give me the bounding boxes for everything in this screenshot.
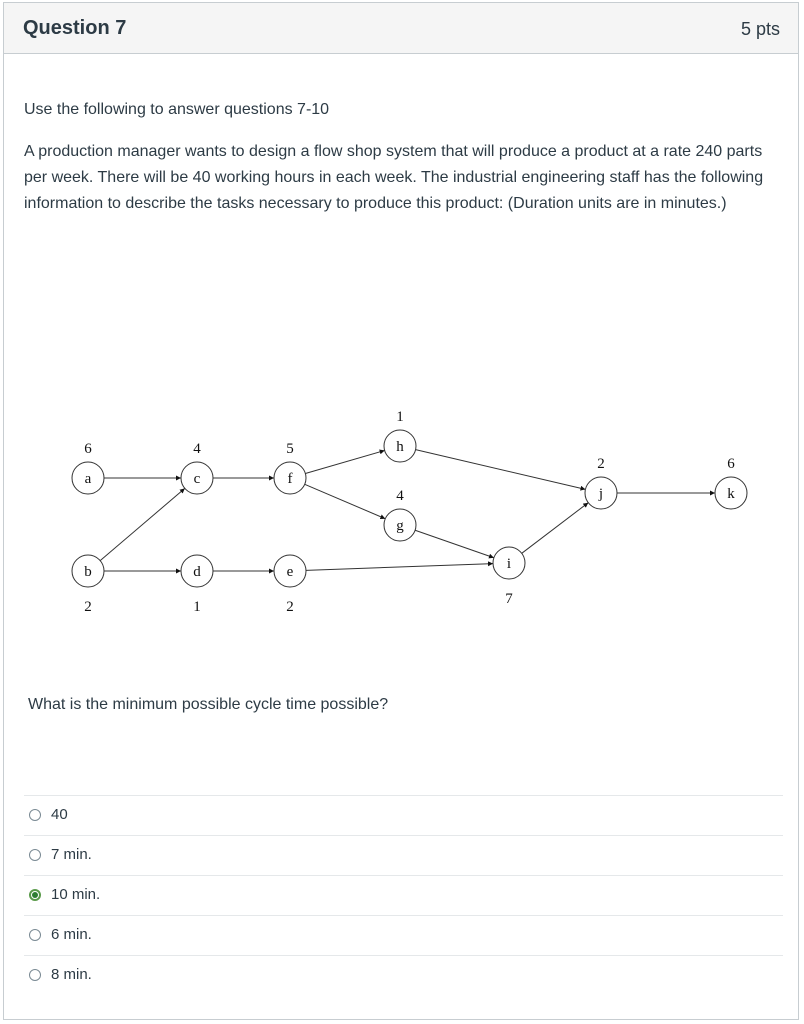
question-card: [3, 2, 799, 1020]
radio-button[interactable]: [29, 849, 41, 861]
precedence-arrow: [305, 450, 384, 473]
task-label: e: [286, 564, 294, 580]
question-intro: Use the following to answer questions 7-10: [24, 101, 330, 118]
question-points: 5 pts: [740, 19, 780, 39]
answer-label: 40: [51, 806, 68, 823]
answer-option[interactable]: [24, 875, 783, 915]
task-label: c: [193, 471, 201, 487]
answer-label: 10 min.: [51, 886, 101, 903]
task-duration: 2: [84, 599, 92, 615]
task-label: g: [396, 518, 404, 534]
question-header: [4, 3, 798, 54]
task-duration: 7: [505, 591, 513, 607]
question-prompt: What is the minimum possible cycle time possible?: [28, 696, 389, 713]
task-duration: 2: [286, 599, 294, 615]
task-duration: 6: [84, 441, 92, 457]
question-title: Question 7: [23, 17, 127, 39]
answer-label: 6 min.: [51, 926, 92, 943]
task-label: h: [396, 439, 404, 455]
task-label: i: [506, 556, 512, 572]
answer-label: 7 min.: [51, 846, 92, 863]
task-duration: 1: [193, 599, 201, 615]
task-label: f: [287, 471, 293, 487]
precedence-arrow: [305, 484, 386, 518]
task-duration: 6: [727, 456, 735, 472]
answer-list: [24, 795, 783, 995]
task-label: k: [727, 486, 735, 502]
task-label: a: [84, 471, 92, 487]
task-duration: 4: [396, 488, 404, 504]
task-duration: 5: [286, 441, 294, 457]
task-duration: 2: [597, 456, 605, 472]
precedence-diagram: [4, 401, 800, 616]
radio-button[interactable]: [29, 969, 41, 981]
task-label: j: [598, 486, 604, 502]
task-label: b: [84, 564, 92, 580]
precedence-arrow: [416, 450, 586, 490]
radio-button[interactable]: [29, 809, 41, 821]
precedence-arrow: [415, 530, 494, 557]
task-label: d: [193, 564, 201, 580]
precedence-arrow: [306, 564, 493, 571]
precedence-arrow: [522, 503, 589, 554]
question-description: A production manager wants to design a flow shop system that will produce a product at a rate 240 parts per week. There will be 40 working hours in each week. The industrial engineering staff has the following information to describe the tasks necessary to produce this product: (Duration units are in minutes.): [24, 143, 764, 212]
task-duration: 4: [193, 441, 201, 457]
answer-option[interactable]: [24, 795, 783, 835]
task-duration: 1: [396, 409, 404, 425]
answer-option[interactable]: [24, 955, 783, 995]
answer-option[interactable]: [24, 915, 783, 955]
radio-button[interactable]: [29, 929, 41, 941]
answer-label: 8 min.: [51, 966, 92, 983]
precedence-arrow: [100, 488, 185, 560]
answer-option[interactable]: [24, 835, 783, 875]
radio-button-selected[interactable]: [29, 889, 41, 901]
